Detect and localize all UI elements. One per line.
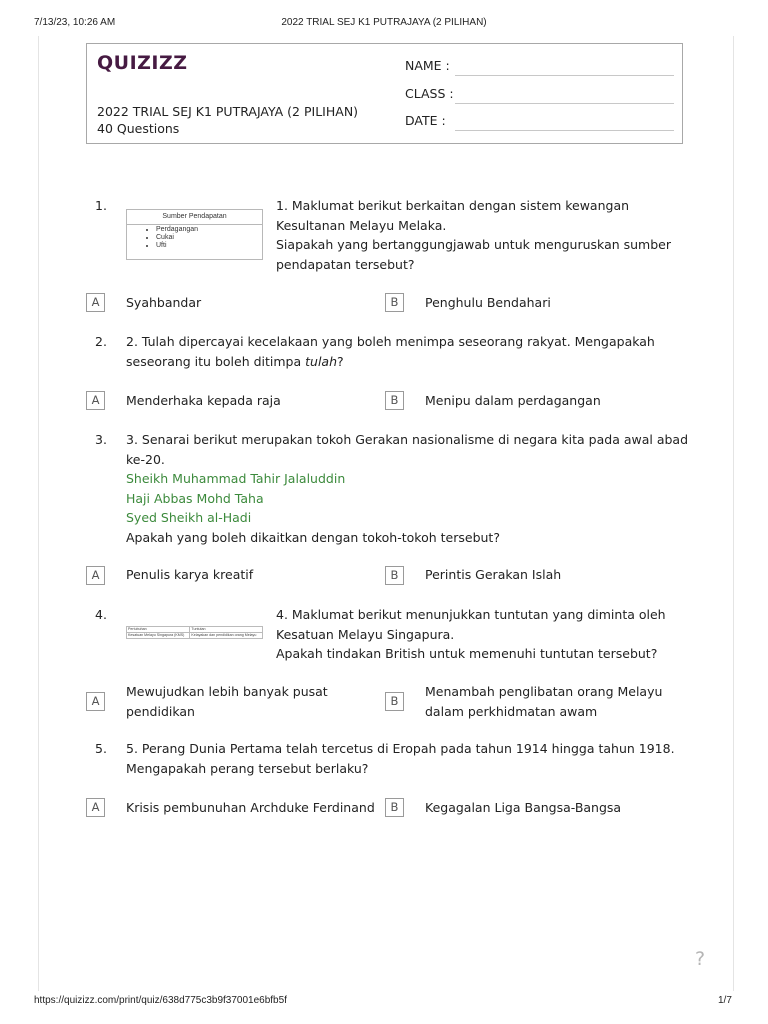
option-a-text: Krisis pembunuhan Archduke Ferdinand bbox=[126, 800, 375, 815]
question-line-part: seseorang itu boleh ditimpa bbox=[126, 353, 306, 369]
print-page-number: 1/7 bbox=[718, 995, 732, 1006]
option-a-box[interactable]: A bbox=[86, 293, 105, 312]
question-line: 5. Perang Dunia Pertama telah tercetus di Eropah pada tahun 1914 hingga tahun 1918. bbox=[126, 741, 675, 756]
option-b-box[interactable]: B bbox=[385, 293, 404, 312]
print-title: 2022 TRIAL SEJ K1 PUTRAJAYA (2 PILIHAN) bbox=[281, 17, 487, 28]
question-number: 1. bbox=[95, 198, 107, 213]
question-text bbox=[276, 605, 666, 664]
option-b-text bbox=[425, 682, 662, 721]
class-field[interactable] bbox=[455, 103, 674, 104]
question-mark: ? bbox=[337, 353, 344, 369]
print-url: https://quizizz.com/print/quiz/638d775c3b9f37001e6bfb5f bbox=[34, 995, 287, 1006]
figure-name: Haji Abbas Mohd Taha bbox=[126, 490, 264, 506]
question-count: 40 Questions bbox=[97, 121, 180, 136]
option-b-text: Menipu dalam perdagangan bbox=[425, 393, 601, 408]
question-line: Apakah tindakan British untuk memenuhi tuntutan tersebut? bbox=[276, 646, 658, 661]
question-text bbox=[126, 430, 688, 547]
question-text bbox=[276, 196, 671, 274]
image-list-item: • Ufti bbox=[156, 242, 262, 250]
option-a-text: Menderhaka kepada raja bbox=[126, 393, 281, 408]
date-label: DATE : bbox=[405, 113, 446, 128]
question-line: ke-20. bbox=[126, 451, 165, 467]
option-a-box[interactable]: A bbox=[86, 566, 105, 585]
option-line: pendidikan bbox=[126, 703, 195, 719]
question-line: Mengapakah perang tersebut berlaku? bbox=[126, 760, 369, 776]
option-b-text: Perintis Gerakan Islah bbox=[425, 567, 562, 582]
image-heading: Sumber Pendapatan bbox=[127, 210, 262, 225]
help-icon[interactable]: ? bbox=[695, 948, 706, 970]
name-label: NAME : bbox=[405, 58, 450, 73]
print-datetime: 7/13/23, 10:26 AM bbox=[34, 17, 116, 28]
question-line: Siapakah yang bertanggungjawab untuk menguruskan sumber bbox=[276, 237, 671, 252]
option-a-box[interactable]: A bbox=[86, 798, 105, 817]
image-list-item: • Perdagangan bbox=[156, 226, 262, 234]
question-line: Kesultanan Melayu Melaka. bbox=[276, 217, 447, 233]
question-line: 1. Maklumat berikut berkaitan dengan sistem kewangan bbox=[276, 198, 630, 213]
question-text bbox=[126, 332, 655, 371]
question-line: Apakah yang boleh dikaitkan dengan tokoh-tokoh tersebut? bbox=[126, 529, 500, 545]
option-b-box[interactable]: B bbox=[385, 566, 404, 585]
option-b-box[interactable]: B bbox=[385, 798, 404, 817]
question-line: 4. Maklumat berikut menunjukkan tuntutan yang diminta oleh bbox=[276, 607, 666, 622]
date-field[interactable] bbox=[455, 130, 674, 131]
image-table-cell: Kesatuan Melayu Singapura (KMS) bbox=[127, 633, 190, 639]
option-line: dalam perkhidmatan awam bbox=[425, 703, 598, 719]
option-b-box[interactable]: B bbox=[385, 692, 404, 711]
italic-term: tulah bbox=[305, 353, 338, 369]
option-a-text: Syahbandar bbox=[126, 295, 202, 310]
quiz-header-box bbox=[86, 43, 683, 144]
question-number: 2. bbox=[95, 334, 107, 349]
question-line: 3. Senarai berikut merupakan tokoh Gerakan nasionalisme di negara kita pada awal abad bbox=[126, 432, 689, 447]
question-number: 4. bbox=[95, 607, 107, 622]
question-number: 5. bbox=[95, 741, 107, 756]
option-b-box[interactable]: B bbox=[385, 391, 404, 410]
quizizz-logo: QUIZIZZ bbox=[97, 52, 188, 74]
figure-name: Syed Sheikh al-Hadi bbox=[126, 510, 252, 525]
option-b-text: Penghulu Bendahari bbox=[425, 295, 551, 310]
question-line: Kesatuan Melayu Singapura. bbox=[276, 626, 455, 642]
question-number: 3. bbox=[95, 432, 107, 447]
option-a-box[interactable]: A bbox=[86, 692, 105, 711]
image-list-item: • Cukai bbox=[156, 234, 262, 242]
option-a-text bbox=[126, 682, 328, 721]
question-line: 2. Tulah dipercayai kecelakaan yang boleh menimpa seseorang rakyat. Mengapakah bbox=[126, 334, 655, 349]
option-a-box[interactable]: A bbox=[86, 391, 105, 410]
quiz-title: 2022 TRIAL SEJ K1 PUTRAJAYA (2 PILIHAN) bbox=[97, 104, 359, 119]
question-image bbox=[126, 626, 263, 640]
question-text bbox=[126, 739, 675, 778]
option-line: Mewujudkan lebih banyak pusat bbox=[126, 684, 328, 699]
name-field[interactable] bbox=[455, 75, 674, 76]
class-label: CLASS : bbox=[405, 86, 454, 101]
option-b-text: Kegagalan Liga Bangsa-Bangsa bbox=[425, 800, 622, 815]
figure-name: Sheikh Muhammad Tahir Jalaluddin bbox=[126, 471, 346, 486]
option-a-text: Penulis karya kreatif bbox=[126, 567, 254, 582]
image-table-header: Pertubuhan bbox=[127, 627, 190, 633]
question-image bbox=[126, 209, 263, 260]
image-table-header: Tuntutan bbox=[190, 627, 263, 633]
question-line bbox=[126, 352, 655, 372]
image-table-cell: Kelayakan dan pendidikan orang Melayu bbox=[190, 633, 263, 639]
question-line: pendapatan tersebut? bbox=[276, 256, 415, 272]
option-line: Menambah penglibatan orang Melayu bbox=[425, 684, 663, 699]
